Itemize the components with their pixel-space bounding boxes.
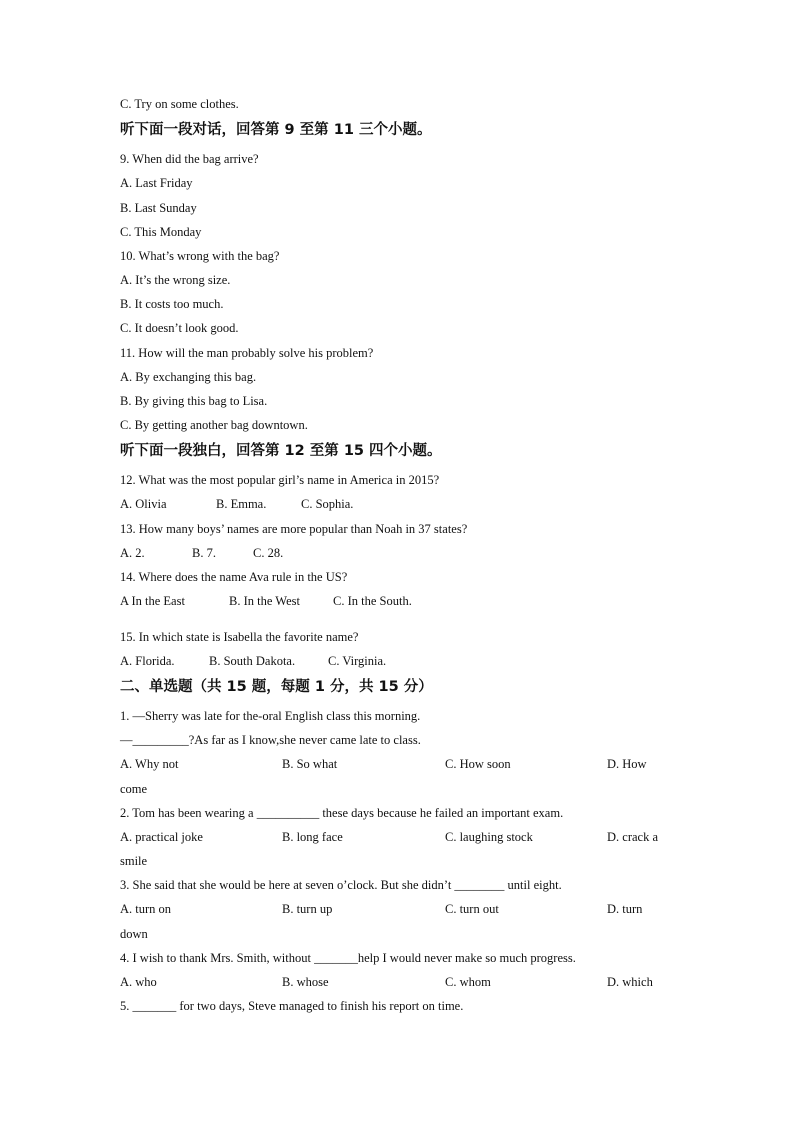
question-15-option-a: A. Florida. bbox=[120, 654, 175, 668]
mc-question-3-option-d-continued: down bbox=[120, 927, 148, 941]
question-14-option-b: B. In the West bbox=[229, 594, 300, 608]
mc-question-5: 5. _______ for two days, Steve managed to finish his report on time. bbox=[120, 999, 464, 1013]
mc-question-4-option-b: B. whose bbox=[282, 975, 329, 989]
mc-question-2-option-a: A. practical joke bbox=[120, 830, 203, 844]
option-line: C. Try on some clothes. bbox=[120, 97, 239, 111]
question-14: 14. Where does the name Ava rule in the US? bbox=[120, 570, 348, 584]
question-10-option-b: B. It costs too much. bbox=[120, 297, 224, 311]
question-14-option-c: C. In the South. bbox=[333, 594, 412, 608]
mc-question-4-option-d: D. which bbox=[607, 975, 653, 989]
mc-question-3: 3. She said that she would be here at seven o’clock. But she didn’t ________ until eight. bbox=[120, 878, 562, 892]
section-heading-single-choice: 二、单选题（共 15 题，每题 1 分，共 15 分） bbox=[120, 679, 433, 695]
question-10-option-a: A. It’s the wrong size. bbox=[120, 273, 231, 287]
mc-question-2-option-c: C. laughing stock bbox=[445, 830, 533, 844]
mc-question-3-option-a: A. turn on bbox=[120, 902, 172, 916]
question-12: 12. What was the most popular girl’s name in America in 2015? bbox=[120, 473, 440, 487]
mc-question-4-option-a: A. who bbox=[120, 975, 157, 989]
mc-question-1-option-d: D. How bbox=[607, 757, 647, 771]
question-13-option-c: C. 28. bbox=[253, 546, 284, 560]
mc-question-2-option-d-continued: smile bbox=[120, 854, 148, 868]
mc-question-3-option-b: B. turn up bbox=[282, 902, 333, 916]
mc-question-3-option-c: C. turn out bbox=[445, 902, 499, 916]
mc-question-1-option-c: C. How soon bbox=[445, 757, 511, 771]
mc-question-2: 2. Tom has been wearing a __________ these days because he failed an important exam. bbox=[120, 806, 564, 820]
question-11-option-a: A. By exchanging this bag. bbox=[120, 370, 257, 384]
mc-question-4-option-c: C. whom bbox=[445, 975, 491, 989]
mc-question-1-reply: —_________?As far as I know,she never came late to class. bbox=[120, 733, 421, 747]
mc-question-4: 4. I wish to thank Mrs. Smith, without _______help I would never make so much progress. bbox=[120, 951, 576, 965]
mc-question-1-option-a: A. Why not bbox=[120, 757, 179, 771]
question-12-option-c: C. Sophia. bbox=[301, 497, 354, 511]
section-heading-monologue: 听下面一段独白，回答第 12 至第 15 四个小题。 bbox=[120, 443, 442, 459]
question-13-option-a: A. 2. bbox=[120, 546, 145, 560]
question-14-option-a: A In the East bbox=[120, 594, 185, 608]
mc-question-1-option-b: B. So what bbox=[282, 757, 338, 771]
question-15-option-b: B. South Dakota. bbox=[209, 654, 296, 668]
question-15: 15. In which state is Isabella the favorite name? bbox=[120, 630, 359, 644]
section-heading-dialogue: 听下面一段对话，回答第 9 至第 11 三个小题。 bbox=[120, 122, 432, 138]
question-10: 10. What’s wrong with the bag? bbox=[120, 249, 280, 263]
mc-question-3-option-d: D. turn bbox=[607, 902, 643, 916]
question-13: 13. How many boys’ names are more popular than Noah in 37 states? bbox=[120, 522, 468, 536]
question-12-option-a: A. Olivia bbox=[120, 497, 167, 511]
question-12-option-b: B. Emma. bbox=[216, 497, 267, 511]
question-11-option-b: B. By giving this bag to Lisa. bbox=[120, 394, 268, 408]
mc-question-2-option-d: D. crack a bbox=[607, 830, 659, 844]
question-9-option-b: B. Last Sunday bbox=[120, 201, 197, 215]
question-9-option-c: C. This Monday bbox=[120, 225, 202, 239]
mc-question-2-option-b: B. long face bbox=[282, 830, 343, 844]
question-9-option-a: A. Last Friday bbox=[120, 176, 193, 190]
question-15-option-c: C. Virginia. bbox=[328, 654, 387, 668]
mc-question-1: 1. —Sherry was late for the-oral English class this morning. bbox=[120, 709, 421, 723]
question-9: 9. When did the bag arrive? bbox=[120, 152, 259, 166]
question-11-option-c: C. By getting another bag downtown. bbox=[120, 418, 308, 432]
question-13-option-b: B. 7. bbox=[192, 546, 216, 560]
question-10-option-c: C. It doesn’t look good. bbox=[120, 321, 239, 335]
question-11: 11. How will the man probably solve his problem? bbox=[120, 346, 374, 360]
mc-question-1-option-d-continued: come bbox=[120, 782, 148, 796]
